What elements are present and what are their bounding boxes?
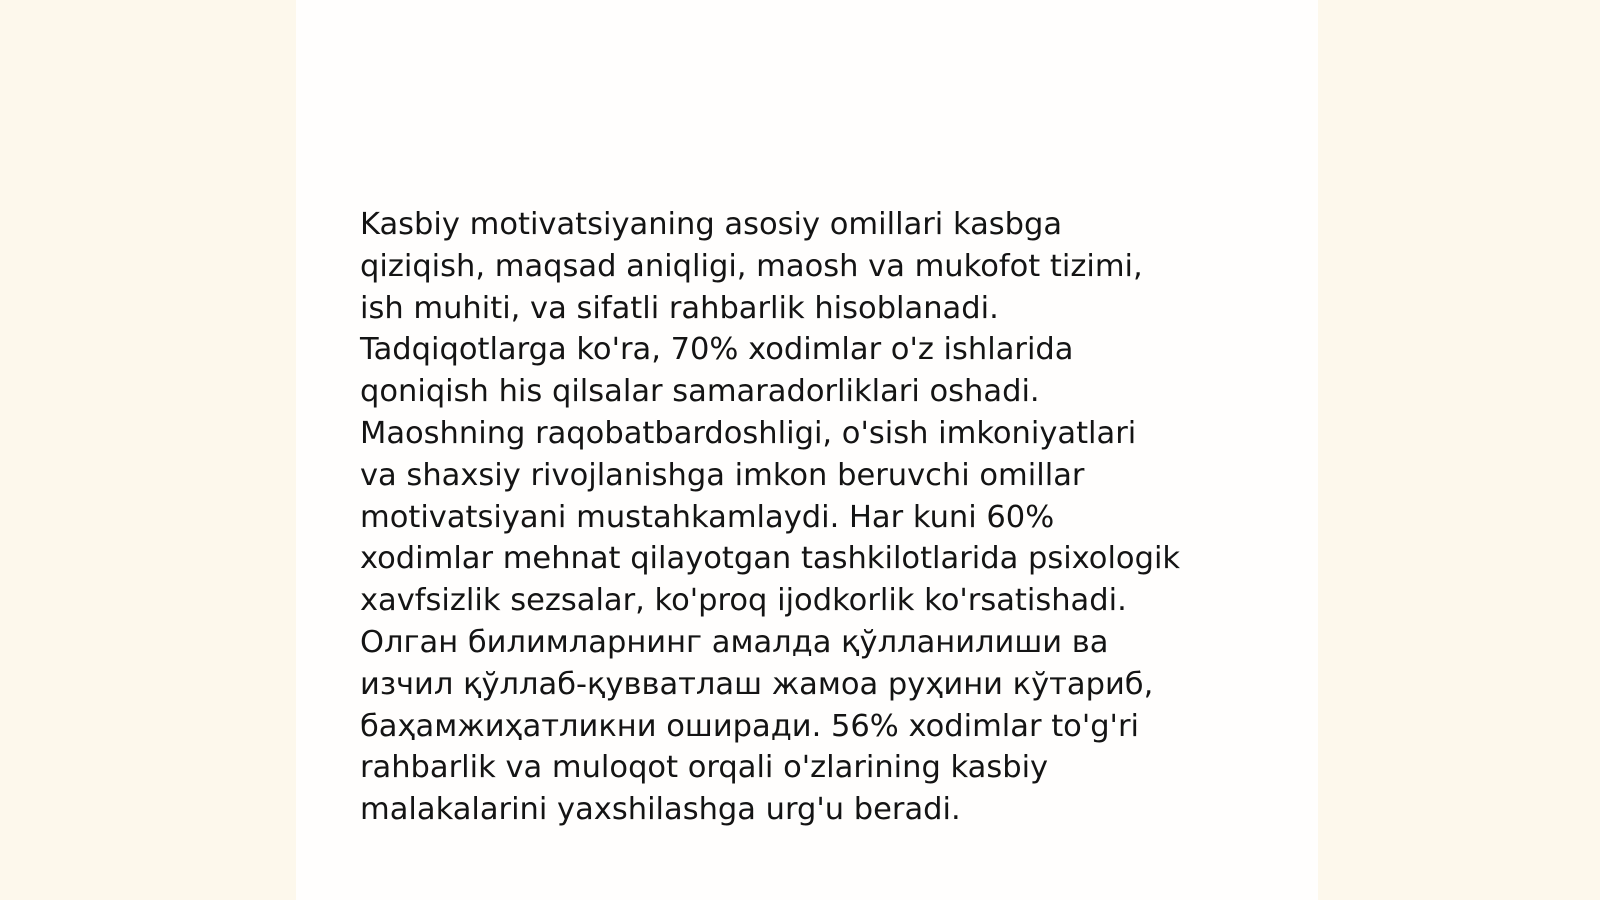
text-line: Tadqiqotlarga ko'ra, 70% xodimlar o'z ishlarida: [360, 332, 1074, 368]
text-line: ish muhiti, va sifatli rahbarlik hisoblanadi.: [360, 290, 999, 326]
text-line: qiziqish, maqsad aniqligi, maosh va mukofot tizimi,: [360, 248, 1143, 284]
text-line: qoniqish his qilsalar samaradorliklari oshadi.: [360, 374, 1040, 410]
text-line: malakalarini yaxshilashga urg'u beradi.: [360, 792, 961, 828]
text-line: баҳамжиҳатликни оширади. 56% xodimlar to'g'ri: [360, 708, 1139, 744]
body-paragraph: [360, 204, 1260, 831]
document-page: [296, 0, 1318, 900]
text-line: Олган билимларнинг амалда қўлланилиши ва: [360, 624, 1109, 660]
text-line: xodimlar mehnat qilayotgan tashkilotlarida psixologik: [360, 541, 1181, 577]
text-line: Kasbiy motivatsiyaning asosiy omillari kasbga: [360, 207, 1063, 242]
text-line: изчил қўллаб-қувватлаш жамоа руҳини кўтариб,: [360, 666, 1154, 702]
text-line: xavfsizlik sezsalar, ko'proq ijodkorlik ko'rsatishadi.: [360, 583, 1127, 619]
text-line: Maoshning raqobatbardoshligi, o'sish imkoniyatlari: [360, 415, 1137, 451]
text-line: motivatsiyani mustahkamlaydi. Har kuni 60%: [360, 499, 1055, 535]
text-line: va shaxsiy rivojlanishga imkon beruvchi omillar: [360, 457, 1085, 493]
text-line: rahbarlik va muloqot orqali o'zlarining kasbiy: [360, 750, 1049, 786]
